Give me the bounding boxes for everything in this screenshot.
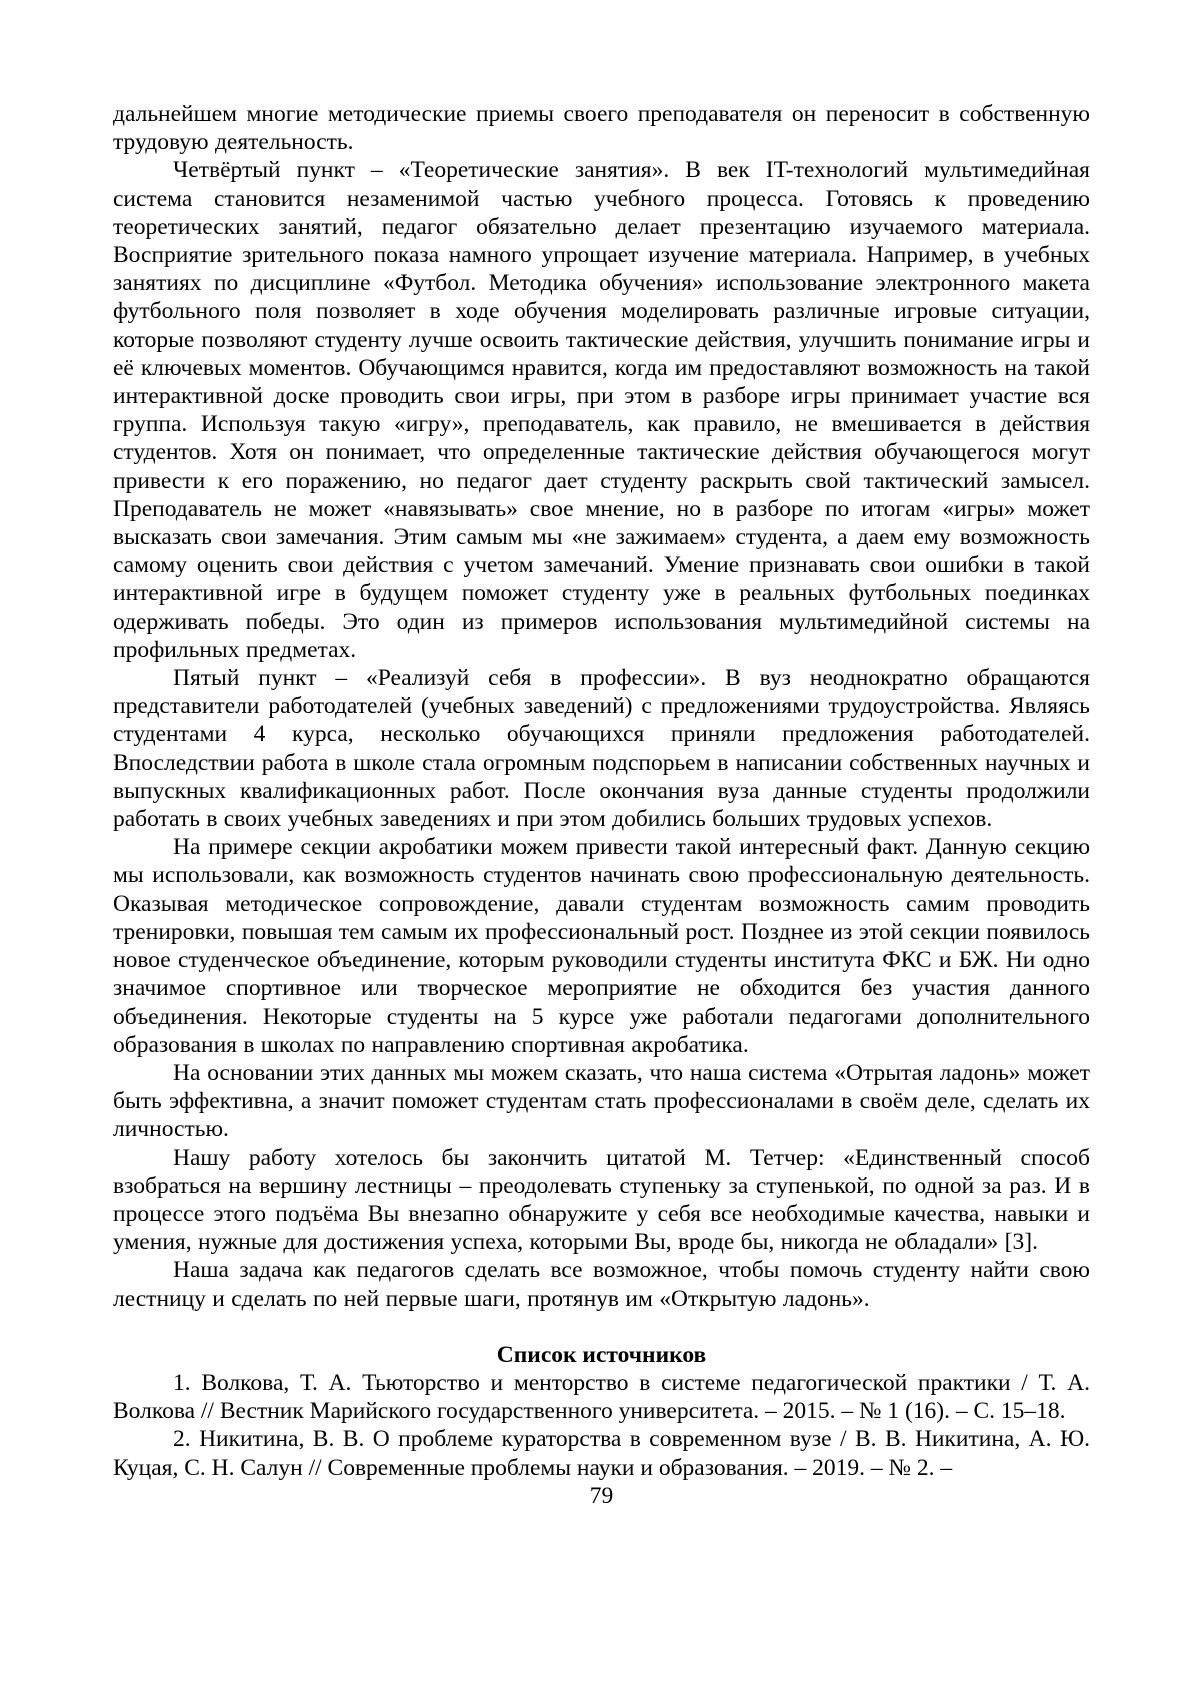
paragraph-thatcher-quote: Нашу работу хотелось бы закончить цитатой М. Тетчер: «Единственный способ взобраться на вершину лестницы – преодолевать ступеньку за ступенькой, по одной за раз. И в процессе этого подъёма Вы внезапно обнаружите у себя все необходимые качества, навыки и умения, нужные для достижения успеха, которыми Вы, вроде бы, никогда не обладали» [3]. <box>113 1144 1090 1256</box>
reference-item-2: 2. Никитина, В. В. О проблеме кураторства в современном вузе / В. В. Никитина, А. Ю. Куцая, С. Н. Салун // Современные проблемы науки и образования. – 2019. – № 2. – <box>113 1426 1090 1481</box>
paragraph-conclusion: Наша задача как педагогов сделать все возможное, чтобы помочь студенту найти свою лестницу и сделать по ней первые шаги, протянув им «Открытую ладонь». <box>113 1257 1090 1312</box>
paragraph-fourth-point: Четвёртый пункт – «Теоретические занятия». В век IT-технологий мультимедийная система становится незаменимой частью учебного процесса. Готовясь к проведению теоретических занятий, педагог обязательно делает презентацию изучаемого материала. Восприятие зрительного показа намного упрощает изучение материала. Например, в учебных занятиях по дисциплине «Футбол. Методика обучения» использование электронного макета футбольного поля позволяет в ходе обучения моделировать различные игровые ситуации, которые позволяют студенту лучше освоить тактические действия, улучшить понимание игры и её ключевых моментов. Обучающимся нравится, когда им предоставляют возможность на такой интерактивной доске проводить свои игры, при этом в разборе игры принимает участие вся группа. Используя такую «игру», преподаватель, как правило, не вмешивается в действия студентов. Хотя он понимает, что определенные тактические действия обучающегося могут привести к его поражению, но педагог дает студенту раскрыть свой тактический замысел. Преподаватель не может «навязывать» свое мнение, но в разборе по итогам «игры» может высказать свои замечания. Этим самым мы «не зажимаем» студента, а даем ему возможность самому оценить свои действия с учетом замечаний. Умение признавать свои ошибки в такой интерактивной игре в будущем поможет студенту уже в реальных футбольных поединках одерживать победы. Это один из примеров использования мультимедийной системы на профильных предметах. <box>113 157 1090 663</box>
paragraph-fifth-point: Пятый пункт – «Реализуй себя в профессии». В вуз неоднократно обращаются представители работодателей (учебных заведений) с предложениями трудоустройства. Являясь студентами 4 курса, несколько обучающихся приняли предложения работодателей. Впоследствии работа в школе стала огромным подспорьем в написании собственных научных и выпускных квалификационных работ. После окончания вуза данные студенты продолжили работать в своих учебных заведениях и при этом добились больших трудовых успехов. <box>113 665 1090 833</box>
page-number: 79 <box>589 1482 614 1509</box>
paragraph-acrobatics-section: На примере секции акробатики можем привести такой интересный факт. Данную секцию мы использовали, как возможность студентов начинать свою профессиональную деятельность. Оказывая методическое сопровождение, давали студентам возможность самим проводить тренировки, повышая тем самым их профессиональный рост. Позднее из этой секции появилось новое студенческое объединение, которым руководили студенты института ФКС и БЖ. Ни одно значимое спортивное или творческое мероприятие не обходится без участия данного объединения. Некоторые студенты на 5 курсе уже работали педагогами дополнительного образования в школах по направлению спортивная акробатика. <box>113 834 1090 1058</box>
paragraph-open-palm-system: На основании этих данных мы можем сказать, что наша система «Отрытая ладонь» может быть эффективна, а значит поможет студентам стать профессионалами в своём деле, сделать их личностью. <box>113 1059 1090 1143</box>
references-heading: Список источников <box>496 1341 707 1368</box>
reference-item-1: 1. Волкова, Т. А. Тьюторство и менторство в системе педагогической практики / Т. А. Волкова // Вестник Марийского государственного университета. – 2015. – № 1 (16). – С. 15–18. <box>113 1369 1090 1425</box>
paragraph-continuation: дальнейшем многие методические приемы своего преподавателя он переносит в собственную трудовую деятельность. <box>113 101 1090 156</box>
